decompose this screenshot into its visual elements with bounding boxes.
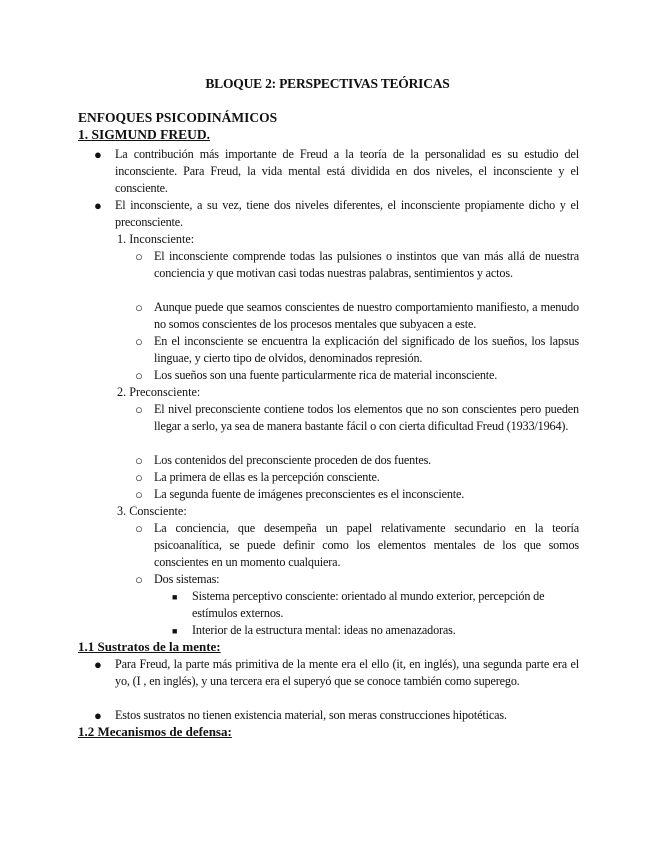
- list-item: En el inconsciente se encuentra la explicación del significado de los sueños, los lapsus linguae, y cierto tipo de olvidos, denominados represión.: [154, 334, 579, 365]
- list-item: Aunque puede que seamos conscientes de nuestro comportamiento manifiesto, a menudo no somos conscientes de los procesos mentales que subyacen a este.: [154, 300, 579, 331]
- disc-bullet-icon: ●: [94, 198, 102, 213]
- disc-bullet-icon: ●: [94, 147, 102, 162]
- circle-bullet-icon: ○: [135, 334, 143, 349]
- list-item: El nivel preconsciente contiene todos los elementos que no son conscientes pero pueden llegar a serlo, ya sea de manera bastante fácil o con cierta dificultad Freud (1933/1964).: [154, 402, 579, 433]
- list-item: Los contenidos del preconsciente proceden de dos fuentes.: [154, 453, 432, 467]
- paragraph-inconsciente-niveles: El inconsciente, a su vez, tiene dos niveles diferentes, el inconsciente propiamente dicho y el preconsciente.: [115, 198, 579, 229]
- list-item: El inconsciente comprende todas las pulsiones o instintos que van más allá de nuestra conciencia y que motivan casi todas nuestras palabras, sentimientos y actos.: [154, 249, 579, 280]
- sustratos-heading: 1.1 Sustratos de la mente:: [78, 639, 221, 654]
- label-consciente: 3. Consciente:: [117, 504, 187, 518]
- document-title: BLOQUE 2: PERSPECTIVAS TEÓRICAS: [205, 76, 450, 91]
- disc-bullet-icon: ●: [94, 657, 102, 672]
- list-item: Interior de la estructura mental: ideas no amenazadoras.: [192, 623, 456, 637]
- paragraph-freud-contribution: La contribución más importante de Freud a la teoría de la personalidad es su estudio del inconsciente. Para Freud, la vida mental está dividida en dos niveles, el inconsciente y el consciente.: [115, 147, 579, 195]
- section-heading: ENFOQUES PSICODINÁMICOS: [78, 110, 278, 125]
- circle-bullet-icon: ○: [135, 572, 143, 587]
- square-bullet-icon: ■: [172, 592, 178, 602]
- list-item: La conciencia, que desempeña un papel relativamente secundario en la teoría psicoanalítica, se puede definir como los elementos mentales de los que somos conscientes en un momento cualquiera.: [154, 521, 579, 569]
- list-item: La segunda fuente de imágenes preconscientes es el inconsciente.: [154, 487, 465, 501]
- list-item: Dos sistemas:: [154, 572, 220, 586]
- circle-bullet-icon: ○: [135, 402, 143, 417]
- freud-heading: 1. SIGMUND FREUD.: [78, 127, 211, 142]
- list-item: Estos sustratos no tienen existencia material, son meras construcciones hipotéticas.: [115, 708, 507, 722]
- circle-bullet-icon: ○: [135, 487, 143, 502]
- circle-bullet-icon: ○: [135, 249, 143, 264]
- list-item: La primera de ellas es la percepción consciente.: [154, 470, 380, 484]
- circle-bullet-icon: ○: [135, 453, 143, 468]
- list-item: Sistema perceptivo consciente: orientado al mundo exterior, percepción de estímulos externos.: [192, 589, 545, 620]
- circle-bullet-icon: ○: [135, 368, 143, 383]
- circle-bullet-icon: ○: [135, 470, 143, 485]
- circle-bullet-icon: ○: [135, 300, 143, 315]
- list-item: Los sueños son una fuente particularmente rica de material inconsciente.: [154, 368, 498, 382]
- mecanismos-heading: 1.2 Mecanismos de defensa:: [78, 724, 232, 739]
- disc-bullet-icon: ●: [94, 708, 102, 723]
- label-preconsciente: 2. Preconsciente:: [117, 385, 201, 399]
- label-inconsciente: 1. Inconsciente:: [117, 232, 195, 246]
- circle-bullet-icon: ○: [135, 521, 143, 536]
- square-bullet-icon: ■: [172, 626, 178, 636]
- list-item: Para Freud, la parte más primitiva de la mente era el ello (it, en inglés), una segunda parte era el yo, (I , en inglés), y una tercera era el superyó que se conoce también como superego.: [115, 657, 579, 688]
